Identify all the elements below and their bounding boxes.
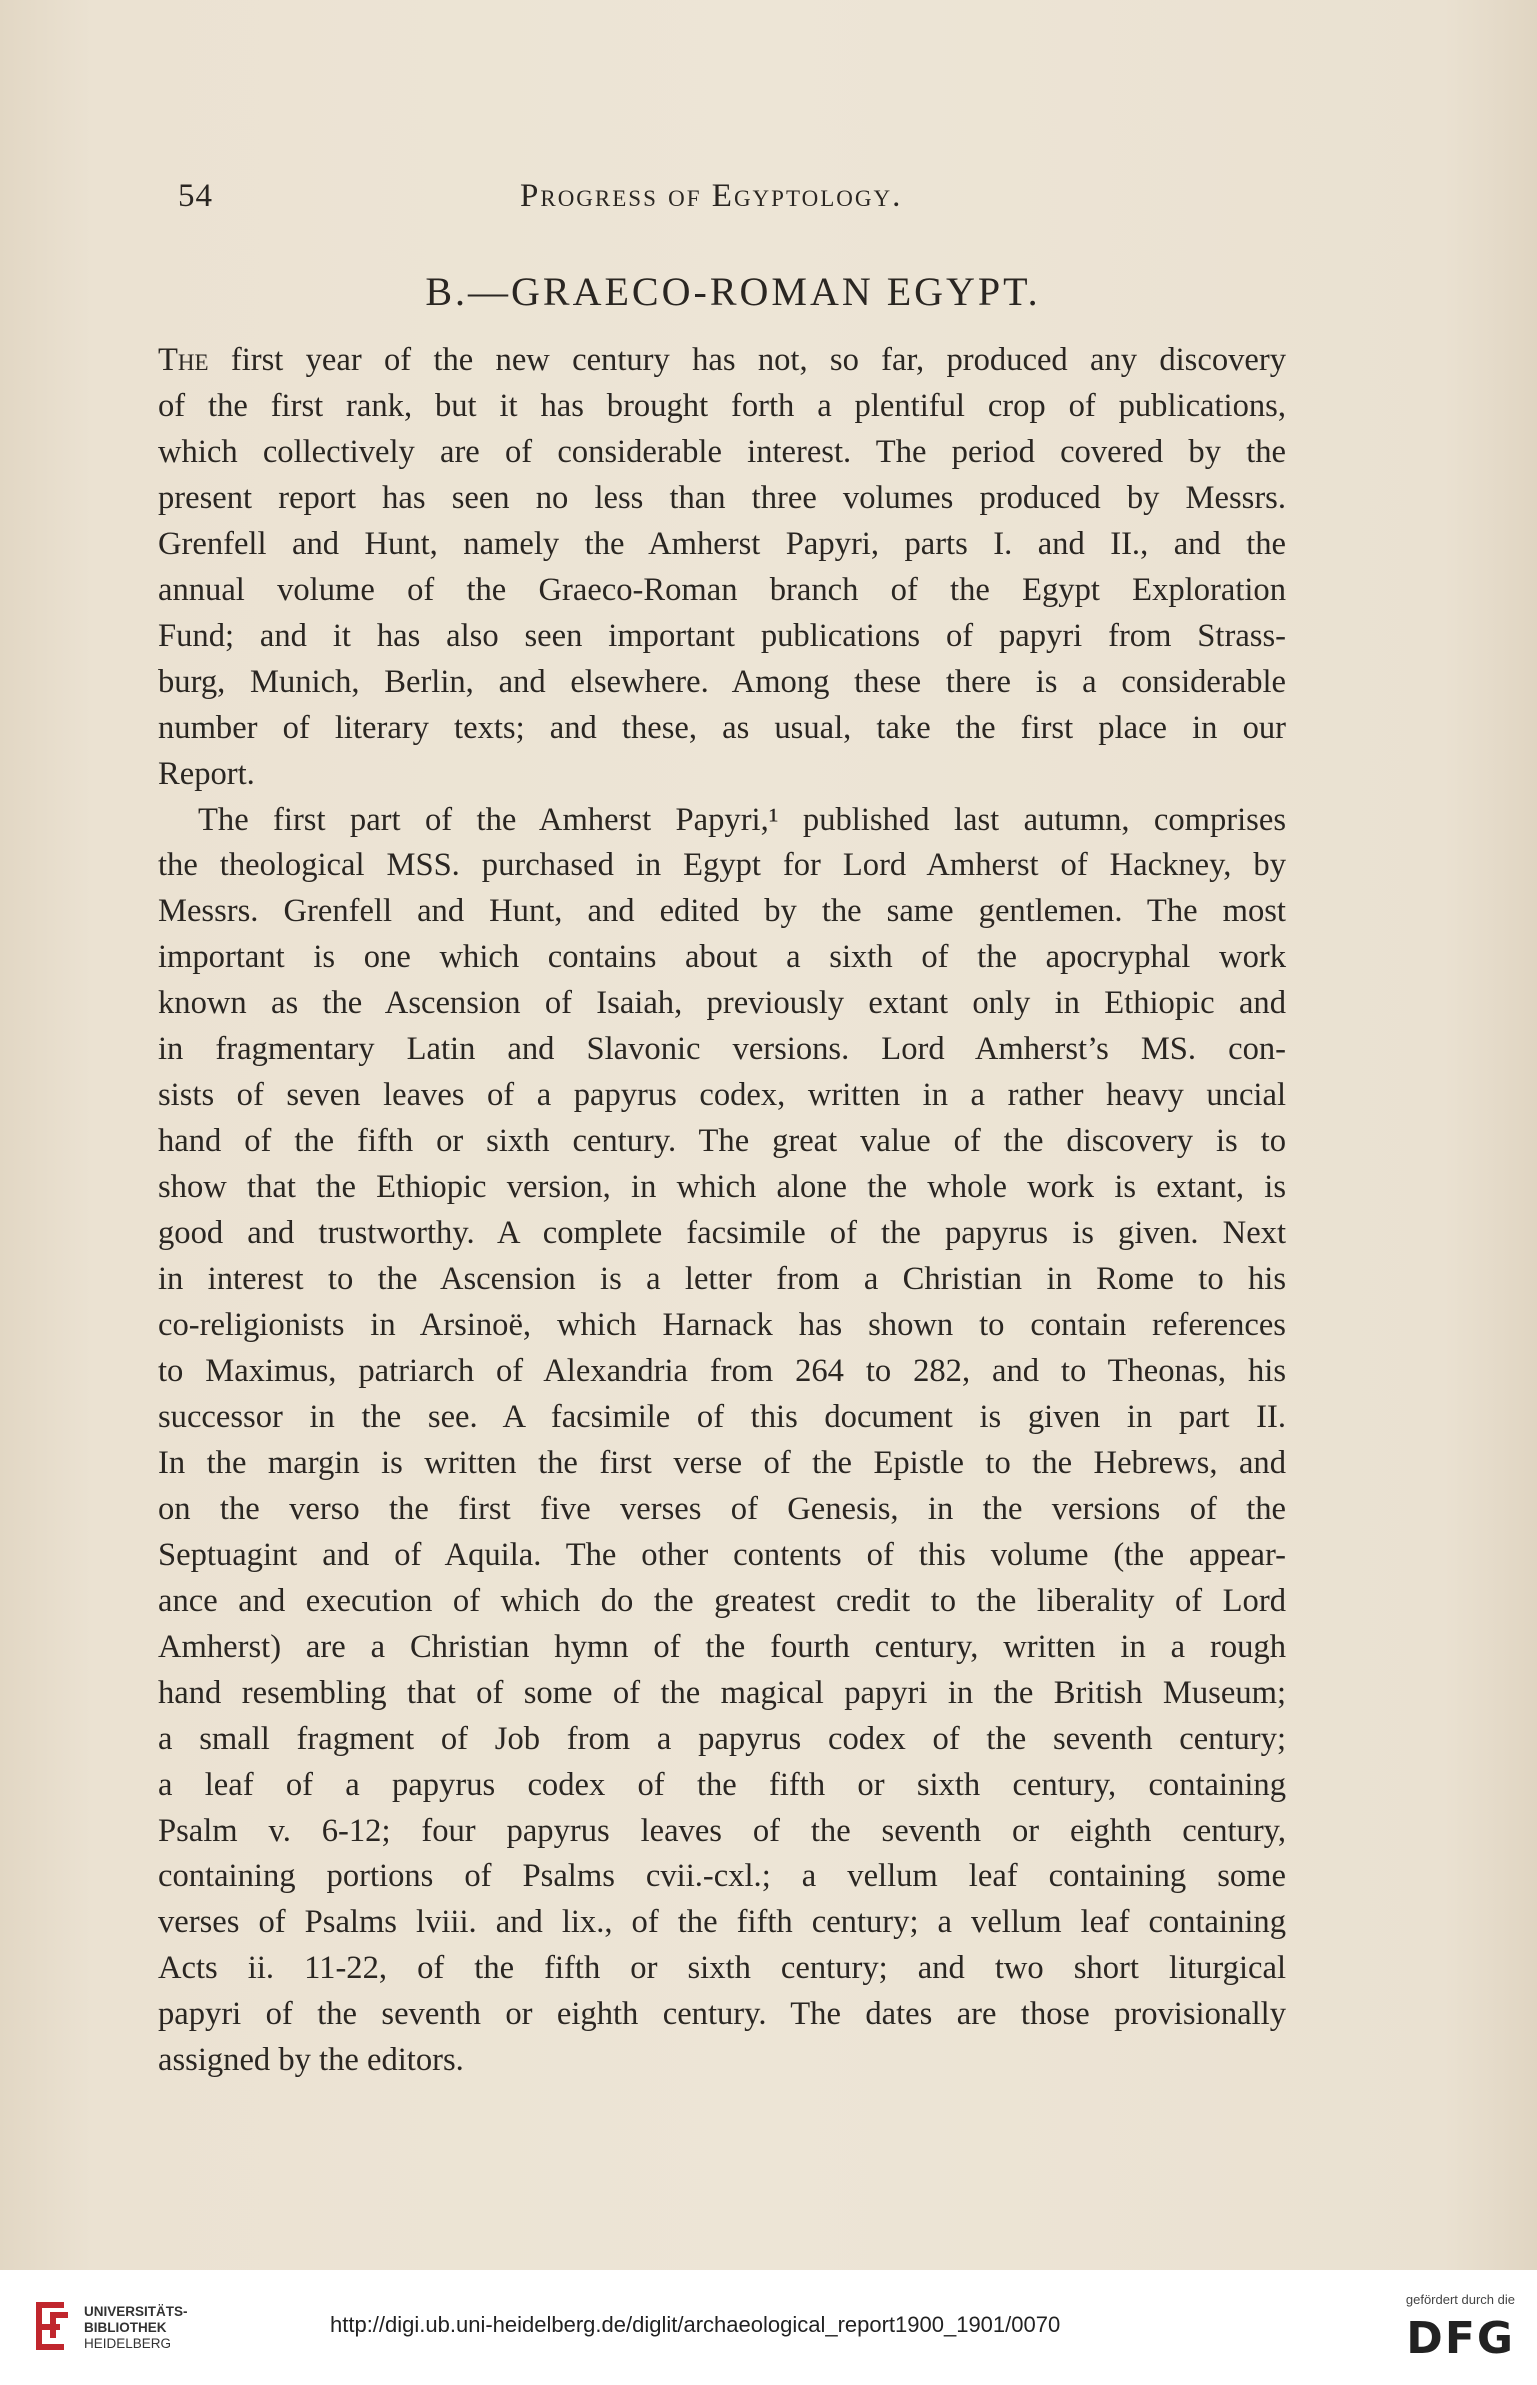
text-line: which collectively are of considerable interest. The period covered by the	[158, 433, 1286, 470]
text-line: The first part of the Amherst Papyri,¹ published last autumn, comprises	[198, 801, 1286, 838]
running-head	[178, 178, 1288, 228]
text-line: Acts ii. 11-22, of the fifth or sixth century; and two short liturgical	[158, 1950, 1286, 1987]
text-line: show that the Ethiopic version, in which alone the whole work is extant, is	[158, 1169, 1286, 1206]
text-line: Psalm v. 6-12; four papyrus leaves of the seventh or eighth century,	[158, 1812, 1286, 1849]
text-line: containing portions of Psalms cvii.-cxl.; a vellum leaf containing some	[158, 1858, 1286, 1895]
text-line: hand of the fifth or sixth century. The great value of the discovery is to	[158, 1123, 1286, 1160]
text-line: good and trustworthy. A complete facsimile of the papyrus is given. Next	[158, 1215, 1286, 1252]
text-line: number of literary texts; and these, as usual, take the first place in our	[158, 709, 1286, 746]
body-text	[158, 338, 1286, 2084]
text-line: a leaf of a papyrus codex of the fifth or sixth century, containing	[158, 1766, 1286, 1803]
text-line: ance and execution of which do the greatest credit to the liberality of Lord	[158, 1582, 1286, 1619]
text-line: successor in the see. A facsimile of this document is given in part II.	[158, 1398, 1286, 1435]
text-line: of the first rank, but it has brought forth a plentiful crop of publications,	[158, 387, 1286, 424]
text-line: verses of Psalms lviii. and lix., of the fifth century; a vellum leaf containing	[158, 1904, 1286, 1941]
paragraph-2	[158, 798, 1286, 2085]
university-library-logo[interactable]	[30, 2298, 230, 2358]
text-line: sists of seven leaves of a papyrus codex, written in a rather heavy uncial	[158, 1077, 1286, 1114]
text-line: in fragmentary Latin and Slavonic versions. Lord Amherst’s MS. con-	[158, 1031, 1286, 1068]
text-line: hand resembling that of some of the magical papyri in the British Museum;	[158, 1674, 1286, 1711]
text-line: Septuagint and of Aquila. The other contents of this volume (the appear-	[158, 1536, 1286, 1573]
viewer-footer	[0, 2270, 1537, 2385]
text-line: annual volume of the Graeco-Roman branch of the Egypt Exploration	[158, 571, 1286, 608]
text-line: a small fragment of Job from a papyrus codex of the seventh century;	[158, 1720, 1286, 1757]
text-line: The first year of the new century has not, so far, produced any discovery	[158, 342, 1286, 378]
text-line: Report.	[158, 755, 255, 792]
text-line: Messrs. Grenfell and Hunt, and edited by the same gentlemen. The most	[158, 893, 1286, 930]
text-line: co-religionists in Arsinoë, which Harnack has shown to contain references	[158, 1307, 1286, 1344]
library-name: UNIVERSITÄTS- BIBLIOTHEK HEIDELBERG	[84, 2304, 188, 2351]
funding-caption: gefördert durch die	[1405, 2292, 1515, 2307]
text-line: known as the Ascension of Isaiah, previously extant only in Ethiopic and	[158, 985, 1286, 1022]
text-line: the theological MSS. purchased in Egypt for Lord Amherst of Hackney, by	[158, 847, 1286, 884]
text-line: Fund; and it has also seen important publications of papyri from Strass-	[158, 617, 1286, 654]
text-line: to Maximus, patriarch of Alexandria from 264 to 282, and to Theonas, his	[158, 1352, 1286, 1389]
text-line: In the margin is written the first verse of the Epistle to the Hebrews, and	[158, 1444, 1286, 1481]
text-line: Grenfell and Hunt, namely the Amherst Papyri, parts I. and II., and the	[158, 525, 1286, 562]
source-url-link[interactable]: http://digi.ub.uni-heidelberg.de/diglit/archaeological_report1900_1901/0070	[330, 2312, 1061, 2337]
text-line: in interest to the Ascension is a letter from a Christian in Rome to his	[158, 1261, 1286, 1298]
section-heading: B.—GRAECO-ROMAN EGYPT.	[425, 269, 1041, 314]
text-line: burg, Munich, Berlin, and elsewhere. Among these there is a considerable	[158, 663, 1286, 700]
text-line: important is one which contains about a sixth of the apocryphal work	[158, 939, 1286, 976]
page-number: 54	[178, 178, 213, 214]
text-line: assigned by the editors.	[158, 2042, 464, 2079]
paragraph-1	[158, 338, 1286, 798]
text-line: papyri of the seventh or eighth century. The dates are those provisionally	[158, 1996, 1286, 2033]
running-title: Progress of Egyptology.	[520, 178, 903, 214]
text-line: Amherst) are a Christian hymn of the fourth century, written in a rough	[158, 1628, 1286, 1665]
text-line: on the verso the first five verses of Genesis, in the versions of the	[158, 1490, 1286, 1527]
funder-block[interactable]	[1355, 2292, 1515, 2372]
first-word: The	[158, 342, 209, 378]
library-emblem-icon	[30, 2298, 74, 2354]
text-line: present report has seen no less than three volumes produced by Messrs.	[158, 479, 1286, 516]
dfg-logo: DFG	[1406, 2313, 1515, 2364]
